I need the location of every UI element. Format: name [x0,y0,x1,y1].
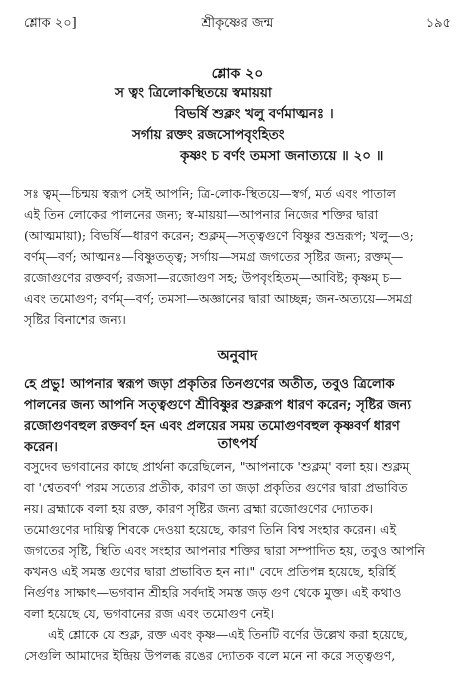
translation-line: পালনের জন্য আপনি সত্ত্বগুণে শ্রীবিষ্ণুর শুক্লরূপ ধারণ করেন; সৃষ্টির জন্য [24,398,412,413]
synonym-line: এবং তমোগুণ; বর্ণম্—বর্ণ; তমসা—অজ্ঞানের দ্বারা আচ্ছন্ন; জন-অত্যয়ে—সমগ্র [24,291,413,306]
synonym-line: এই তিন লোকের পালনের জন্য; স্ব-মায়য়া—আপনার নিজের শক্তির দ্বারা [24,207,379,222]
translation-line: রজোগুণবহুল রক্তবর্ণ হন এবং প্রলয়ের সময় তমোগুণবহুল কৃষ্ণবর্ণ ধারণ [24,419,400,434]
page-header [24,14,451,34]
verse-heading: শ্লোক ২০ [211,66,264,82]
purport-line: বসুদেব ভগবানের কাছে প্রার্থনা করেছিলেন, "আপনাকে 'শুক্লম্' বলা হয়। শুক্লম্ [24,459,410,474]
verse-line: সর্গায় রক্তং রজসোপবৃংহিতং [132,127,285,143]
translation-line: হে প্রভু! আপনার স্বরূপ জড়া প্রকৃতির তিনগুণের অতীত, তবুও ত্রিলোক [24,377,395,392]
purport-text [24,456,453,666]
sanskrit-verse [0,83,475,167]
synonym-line: সৃষ্টির বিনাশের জন্য। [24,312,126,327]
verse-line: বিভর্ষি শুক্লং খলু বর্ণমাত্মনঃ । [175,106,334,122]
purport-line: তমোগুণের দায়িত্ব শিবকে দেওয়া হয়েছে, কারণ তিনি বিশ্ব সংহার করেন। এই [24,522,397,537]
purport-line: বা 'শ্বেতবর্ণ' পরম সত্যের প্রতীক, কারণ তা জড়া প্রকৃতির গুণের দ্বারা প্রভাবিত [24,480,408,495]
translation-line: করেন। [24,440,58,455]
purport-line: নয়। ব্রহ্মাকে বলা হয় রক্ত, কারণ সৃষ্টির জন্য ব্রহ্মা রজোগুণের দ্যোতক। [24,501,373,516]
synonym-line: (আত্মমায়া); বিভর্ষি—ধারণ করেন; শুক্লম্—সত্ত্বগুণে বিষ্ণুর শুভ্ররূপ; খলু—ও; [24,228,414,243]
purport-title: তাৎপর্য [217,436,258,452]
purport-line: নির্গুণঃ সাক্ষাৎ—ভগবান শ্রীহরি সর্বদাই সমস্ত জড় গুণ থেকে মুক্ত। এই কথাও [24,585,402,600]
translation-title: অনুবাদ [217,348,258,364]
purport-line: সেগুলি আমাদের ইন্দ্রিয় উপলব্ধ রঙের দ্যোতক বলে মনে না করে সত্ত্বগুণ, [24,648,396,663]
verse-line: কৃষ্ণং চ বর্ণং তমসা জনাত্যয়ে ॥ ২০ ॥ [180,148,384,164]
chapter-title: শ্রীকৃষ্ণের জন্ম [201,16,274,31]
purport-line: এই শ্লোকে যে শুক্ল, রক্ত এবং কৃষ্ণ—এই তিনটি বর্ণের উল্লেখ করা হয়েছে, [48,627,408,642]
verse-reference: শ্লোক ২০] [24,16,77,31]
word-synonyms [24,183,453,330]
synonym-line: বর্ণম্—বর্ণ; আত্মনঃ—বিষ্ণুতত্ত্ব; সর্গায়—সমগ্র জগতের সৃষ্টির জন্য; রক্তম্— [24,249,404,264]
purport-line: কখনও এই সমস্ত গুণের দ্বারা প্রভাবিত হন না।" বেদে প্রতিপন্ন হয়েছে, হরির্হি [24,564,396,579]
verse-line: স ত্বং ত্রিলোকস্থিতয়ে স্বমায়য়া [115,85,272,101]
page-number: ১৯৫ [425,16,451,31]
purport-line: বলা হয়েছে যে, ভগবানের রজ এবং তমোগুণ নেই। [24,606,274,621]
synonym-line: সঃ ত্বম্—চিন্ময় স্বরূপ সেই আপনি; ত্রি-লোক-স্থিতয়ে—স্বর্গ, মর্ত এবং পাতাল [24,186,396,201]
synonym-line: রজোগুণের রক্তবর্ণ; রজসা—রজোগুণ সহ; উপবৃংহিতম্—আবিষ্ট; কৃষ্ণম্ চ— [24,270,402,285]
purport-line: জগতের সৃষ্টি, স্থিতি এবং সংহার আপনার শক্তির দ্বারা সম্পাদিত হয়, তবুও আপনি [24,543,426,558]
